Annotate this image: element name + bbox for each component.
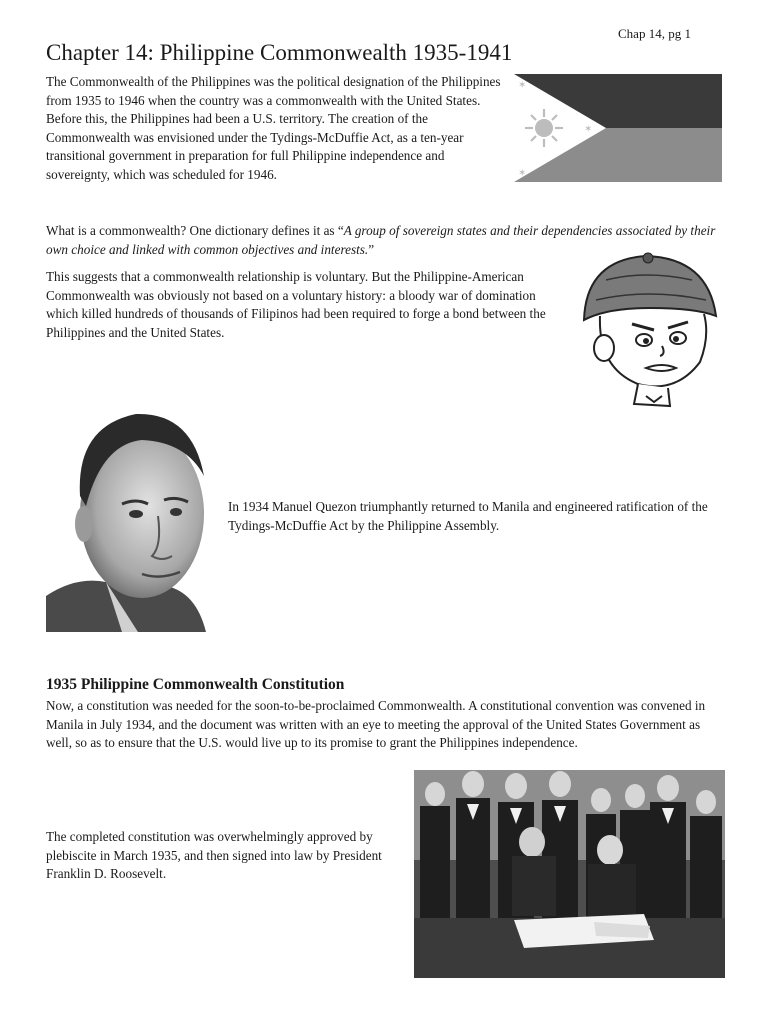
manuel-quezon-portrait <box>46 396 218 632</box>
page-title: Chapter 14: Philippine Commonwealth 1935-1941 <box>46 40 513 65</box>
page-label: Chap 14, pg 1 <box>618 26 691 41</box>
svg-text:✶: ✶ <box>518 80 527 91</box>
voluntary-paragraph: This suggests that a commonwealth relationship is voluntary. But the Philippine-American Commonwealth was obviously not based on a voluntary history: a bloody war of domination which killed hundreds of thousands of Filipinos had been required to forge a bond between the Philippines and the United States. <box>46 269 546 340</box>
philippine-flag-image <box>514 74 722 182</box>
definition-end: ” <box>368 241 375 257</box>
svg-text:✶: ✶ <box>584 124 593 135</box>
constitution-signing-photo <box>414 770 725 978</box>
section-heading: 1935 Philippine Commonwealth Constitution <box>46 676 345 693</box>
definition-quote: A group of sovereign states and their dependencies associated by their own choice and linked with common objectives and interests. <box>46 223 716 257</box>
intro-paragraph: The Commonwealth of the Philippines was the political designation of the Philippines from 1935 to 1946 when the country was a commonwealth with the United States. Before this, the Philippines had been a U.S. territory. The creation of the Commonwealth was envisioned under the Tydings-McDuffie Act, as a ten-year transitional government in preparation for full Philippine independence and sovereignty, which was scheduled for 1946. <box>46 74 501 182</box>
approval-paragraph: The completed constitution was overwhelmingly approved by plebiscite in March 1935, and then signed into law by President Franklin D. Roosevelt. <box>46 829 382 881</box>
cartoon-boy-helmet-image <box>576 250 722 410</box>
quezon-paragraph: In 1934 Manuel Quezon triumphantly returned to Manila and engineered ratification of the Tydings-McDuffie Act by the Philippine Assembly. <box>228 499 708 533</box>
constitution-paragraph: Now, a constitution was needed for the soon-to-be-proclaimed Commonwealth. A constitutional convention was convened in Manila in July 1934, and the document was written with an eye to meeting the approval of the United States Government as well, so as to ensure that the U.S. would live up to its promise to grant the Philippines independence. <box>46 698 706 750</box>
definition-lead: What is a commonwealth? One dictionary defines it as “ <box>46 223 344 238</box>
svg-text:✶: ✶ <box>518 168 527 179</box>
